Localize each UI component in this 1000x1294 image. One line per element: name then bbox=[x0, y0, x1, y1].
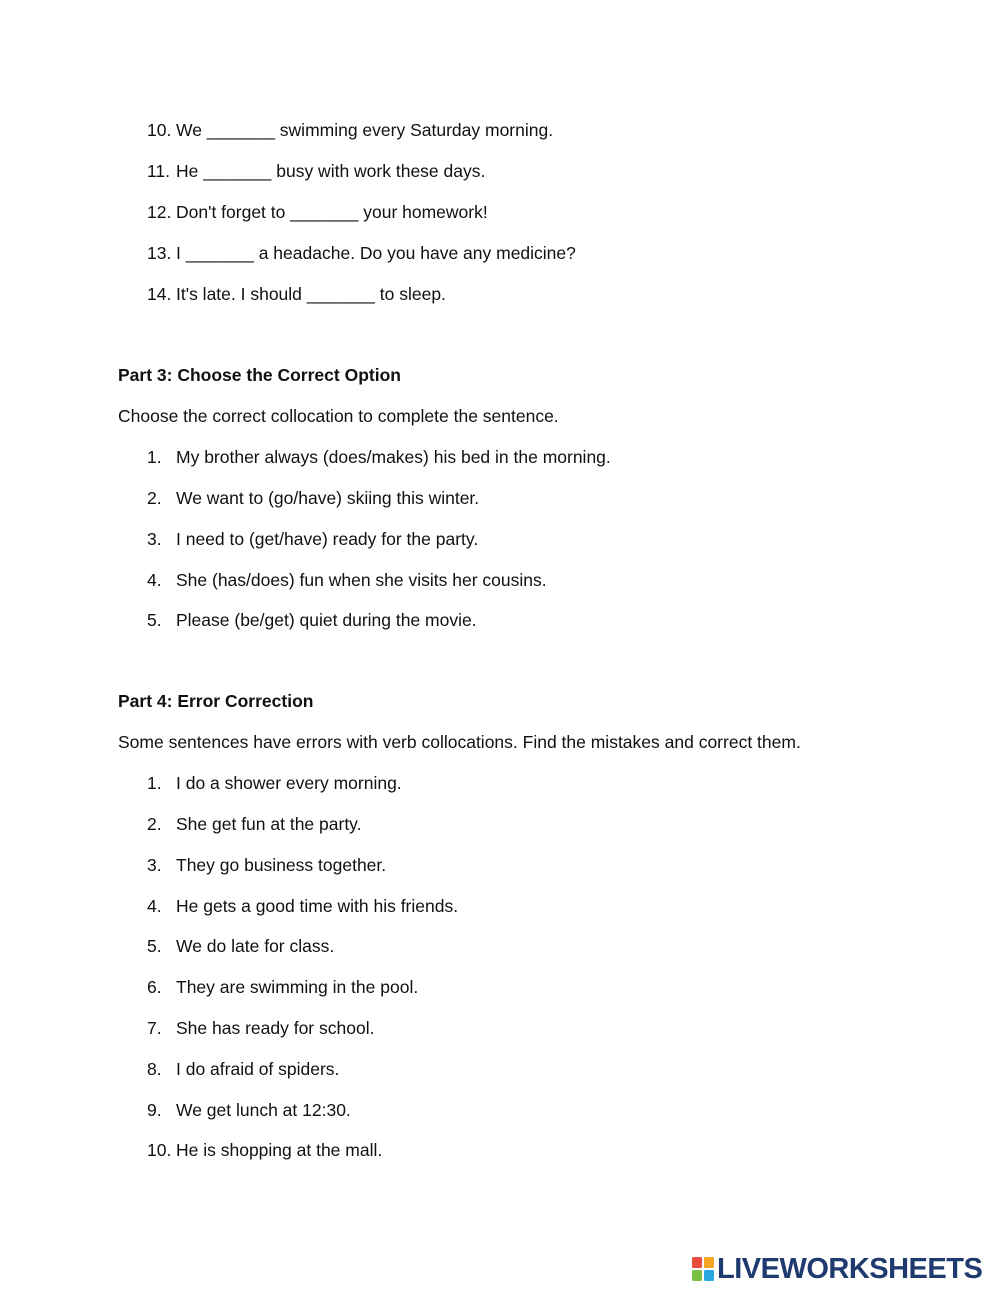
item-number: 9. bbox=[147, 1100, 162, 1120]
item-number: 5. bbox=[147, 936, 162, 956]
part4-instruction: Some sentences have errors with verb collocations. Find the mistakes and correct them. bbox=[118, 732, 801, 752]
item-number: 3. bbox=[147, 529, 162, 549]
part3-instruction: Choose the correct collocation to complete the sentence. bbox=[118, 406, 559, 426]
item-number: 1. bbox=[147, 773, 162, 793]
item-number: 12. bbox=[147, 202, 172, 222]
item-text: We get lunch at 12:30. bbox=[176, 1100, 351, 1120]
liveworksheets-logo[interactable] bbox=[692, 1254, 982, 1284]
item-text: He is shopping at the mall. bbox=[176, 1140, 383, 1160]
item-number: 7. bbox=[147, 1018, 162, 1038]
item-text: Don't forget to _______ your homework! bbox=[176, 202, 488, 222]
item-number: 6. bbox=[147, 977, 162, 997]
item-text: My brother always (does/makes) his bed in the morning. bbox=[176, 447, 611, 467]
item-number: 1. bbox=[147, 447, 162, 467]
item-number: 11. bbox=[147, 161, 171, 181]
item-number: 8. bbox=[147, 1059, 162, 1079]
liveworksheets-mark-icon bbox=[692, 1257, 714, 1281]
part4-heading: Part 4: Error Correction bbox=[118, 691, 314, 711]
item-text: They go business together. bbox=[176, 855, 387, 875]
item-text: She (has/does) fun when she visits her cousins. bbox=[176, 570, 547, 590]
logo-wordmark: LIVEWORKSHEETS bbox=[717, 1253, 983, 1285]
item-text: She get fun at the party. bbox=[176, 814, 362, 834]
item-number: 2. bbox=[147, 814, 162, 834]
item-number: 14. bbox=[147, 284, 172, 304]
item-text: Please (be/get) quiet during the movie. bbox=[176, 610, 477, 630]
item-text: I _______ a headache. Do you have any medicine? bbox=[176, 243, 576, 263]
item-text: He gets a good time with his friends. bbox=[176, 896, 459, 916]
item-number: 4. bbox=[147, 896, 162, 916]
item-text: I need to (get/have) ready for the party. bbox=[176, 529, 479, 549]
item-text: He _______ busy with work these days. bbox=[176, 161, 486, 181]
item-number: 13. bbox=[147, 243, 172, 263]
item-text: They are swimming in the pool. bbox=[176, 977, 419, 997]
part3-heading: Part 3: Choose the Correct Option bbox=[118, 365, 401, 385]
item-number: 4. bbox=[147, 570, 162, 590]
item-text: I do afraid of spiders. bbox=[176, 1059, 340, 1079]
item-number: 2. bbox=[147, 488, 162, 508]
item-text: She has ready for school. bbox=[176, 1018, 375, 1038]
item-text: We want to (go/have) skiing this winter. bbox=[176, 488, 480, 508]
item-text: We do late for class. bbox=[176, 936, 335, 956]
item-text: I do a shower every morning. bbox=[176, 773, 402, 793]
item-number: 10. bbox=[147, 120, 172, 140]
item-number: 3. bbox=[147, 855, 162, 875]
item-text: It's late. I should _______ to sleep. bbox=[176, 284, 446, 304]
item-number: 5. bbox=[147, 610, 162, 630]
item-number: 10. bbox=[147, 1140, 172, 1160]
item-text: We _______ swimming every Saturday morning. bbox=[176, 120, 554, 140]
